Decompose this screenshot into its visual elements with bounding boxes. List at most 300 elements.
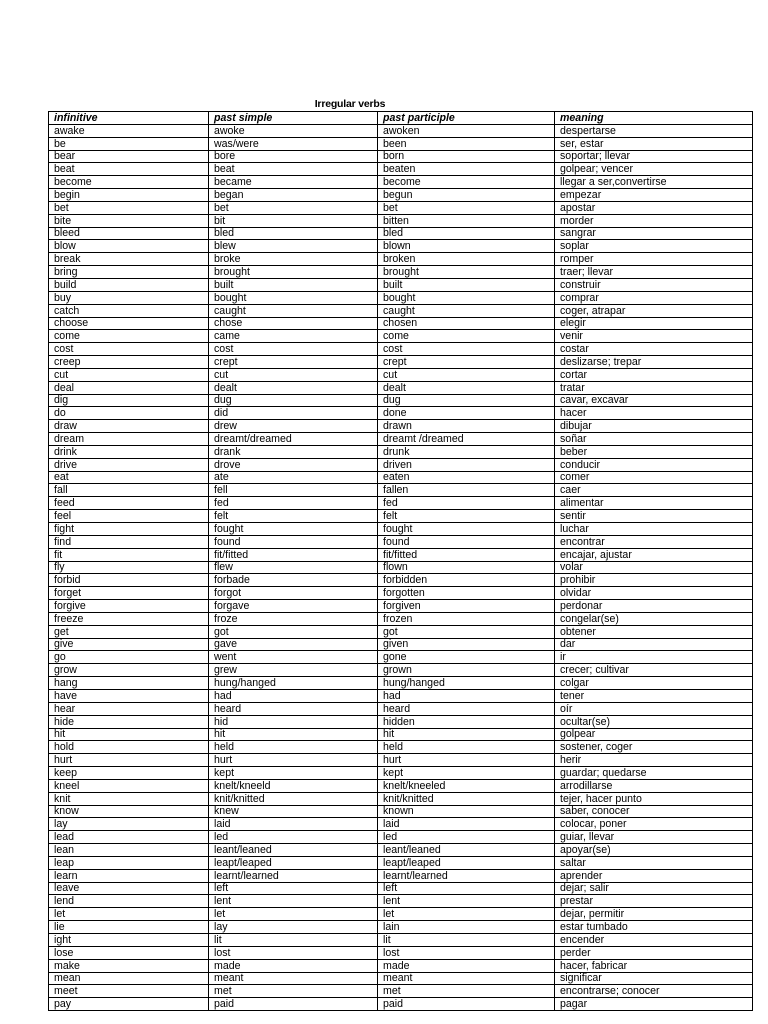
table-row [49, 895, 753, 908]
meaning-cell: prohibir [555, 574, 753, 587]
past-simple-cell: ate [209, 471, 378, 484]
table-row [49, 908, 753, 921]
past-participle-cell: fed [378, 497, 555, 510]
past-simple-cell: knit/knitted [209, 792, 378, 805]
past-simple-cell: led [209, 831, 378, 844]
meaning-cell: sostener, coger [555, 741, 753, 754]
infinitive-cell: cut [49, 368, 209, 381]
table-row [49, 317, 753, 330]
past-simple-cell: kept [209, 767, 378, 780]
table-row [49, 523, 753, 536]
past-participle-cell: forgotten [378, 587, 555, 600]
infinitive-cell: learn [49, 869, 209, 882]
table-row [49, 946, 753, 959]
table-row [49, 214, 753, 227]
past-participle-cell: dreamt /dreamed [378, 433, 555, 446]
meaning-cell: apoyar(se) [555, 844, 753, 857]
past-participle-cell: paid [378, 998, 555, 1011]
past-simple-cell: bled [209, 227, 378, 240]
meaning-cell: obtener [555, 625, 753, 638]
infinitive-cell: deal [49, 381, 209, 394]
table-row [49, 458, 753, 471]
past-participle-cell: crept [378, 356, 555, 369]
meaning-cell: comprar [555, 291, 753, 304]
infinitive-cell: bleed [49, 227, 209, 240]
past-participle-cell: dug [378, 394, 555, 407]
infinitive-cell: hit [49, 728, 209, 741]
infinitive-cell: hang [49, 677, 209, 690]
past-simple-cell: bought [209, 291, 378, 304]
meaning-cell: elegir [555, 317, 753, 330]
meaning-cell: hacer [555, 407, 753, 420]
infinitive-cell: come [49, 330, 209, 343]
table-row [49, 240, 753, 253]
past-participle-cell: grown [378, 664, 555, 677]
table-row [49, 754, 753, 767]
infinitive-cell: hide [49, 715, 209, 728]
meaning-cell: perdonar [555, 600, 753, 613]
past-simple-cell: cut [209, 368, 378, 381]
past-participle-cell: forbidden [378, 574, 555, 587]
past-simple-cell: got [209, 625, 378, 638]
past-simple-cell: broke [209, 253, 378, 266]
infinitive-cell: leave [49, 882, 209, 895]
meaning-cell: encontrar [555, 535, 753, 548]
table-row [49, 574, 753, 587]
meaning-cell: luchar [555, 523, 753, 536]
infinitive-cell: eat [49, 471, 209, 484]
table-row [49, 227, 753, 240]
table-row [49, 869, 753, 882]
table-row [49, 959, 753, 972]
table-row [49, 330, 753, 343]
table-row [49, 985, 753, 998]
meaning-cell: guiar, llevar [555, 831, 753, 844]
past-participle-cell: given [378, 638, 555, 651]
table-row [49, 497, 753, 510]
meaning-cell: caer [555, 484, 753, 497]
meaning-cell: construir [555, 278, 753, 291]
past-simple-cell: left [209, 882, 378, 895]
past-participle-cell: hit [378, 728, 555, 741]
past-participle-cell: held [378, 741, 555, 754]
past-participle-cell: awoken [378, 124, 555, 137]
past-simple-cell: bit [209, 214, 378, 227]
past-simple-cell: hid [209, 715, 378, 728]
past-participle-cell: done [378, 407, 555, 420]
meaning-cell: colgar [555, 677, 753, 690]
past-participle-cell: lent [378, 895, 555, 908]
past-simple-cell: bore [209, 150, 378, 163]
infinitive-cell: fly [49, 561, 209, 574]
table-row [49, 651, 753, 664]
past-simple-cell: forbade [209, 574, 378, 587]
past-simple-cell: drank [209, 445, 378, 458]
infinitive-cell: fit [49, 548, 209, 561]
infinitive-cell: beat [49, 163, 209, 176]
table-row [49, 677, 753, 690]
meaning-cell: empezar [555, 189, 753, 202]
table-row [49, 715, 753, 728]
meaning-cell: dejar, permitir [555, 908, 753, 921]
past-simple-cell: forgave [209, 600, 378, 613]
past-simple-cell: found [209, 535, 378, 548]
past-simple-cell: lit [209, 934, 378, 947]
past-participle-cell: bitten [378, 214, 555, 227]
meaning-cell: soportar; llevar [555, 150, 753, 163]
table-row [49, 998, 753, 1011]
table-row [49, 856, 753, 869]
infinitive-cell: hurt [49, 754, 209, 767]
past-simple-cell: cost [209, 343, 378, 356]
infinitive-cell: become [49, 176, 209, 189]
table-row [49, 201, 753, 214]
table-row [49, 510, 753, 523]
past-participle-cell: led [378, 831, 555, 844]
past-participle-cell: caught [378, 304, 555, 317]
meaning-cell: significar [555, 972, 753, 985]
infinitive-cell: have [49, 689, 209, 702]
table-row [49, 638, 753, 651]
past-simple-cell: learnt/learned [209, 869, 378, 882]
past-participle-cell: been [378, 137, 555, 150]
meaning-cell: apostar [555, 201, 753, 214]
past-simple-cell: fit/fitted [209, 548, 378, 561]
infinitive-cell: bring [49, 266, 209, 279]
infinitive-cell: blow [49, 240, 209, 253]
meaning-cell: encajar, ajustar [555, 548, 753, 561]
infinitive-cell: dream [49, 433, 209, 446]
meaning-cell: herir [555, 754, 753, 767]
past-participle-cell: made [378, 959, 555, 972]
past-participle-cell: meant [378, 972, 555, 985]
meaning-cell: saber, conocer [555, 805, 753, 818]
infinitive-cell: forbid [49, 574, 209, 587]
meaning-cell: oír [555, 702, 753, 715]
infinitive-cell: drive [49, 458, 209, 471]
infinitive-cell: go [49, 651, 209, 664]
infinitive-cell: creep [49, 356, 209, 369]
infinitive-cell: know [49, 805, 209, 818]
past-simple-cell: caught [209, 304, 378, 317]
past-simple-cell: heard [209, 702, 378, 715]
past-participle-cell: drawn [378, 420, 555, 433]
meaning-cell: ocultar(se) [555, 715, 753, 728]
past-participle-cell: let [378, 908, 555, 921]
past-participle-cell: frozen [378, 612, 555, 625]
past-simple-cell: chose [209, 317, 378, 330]
past-simple-cell: paid [209, 998, 378, 1011]
past-simple-cell: blew [209, 240, 378, 253]
table-row [49, 176, 753, 189]
meaning-cell: costar [555, 343, 753, 356]
past-simple-cell: leapt/leaped [209, 856, 378, 869]
table-row [49, 844, 753, 857]
meaning-cell: golpear [555, 728, 753, 741]
past-simple-cell: knelt/kneeld [209, 779, 378, 792]
infinitive-cell: lose [49, 946, 209, 959]
past-simple-cell: met [209, 985, 378, 998]
meaning-cell: deslizarse; trepar [555, 356, 753, 369]
meaning-cell: romper [555, 253, 753, 266]
past-participle-cell: fallen [378, 484, 555, 497]
meaning-cell: dar [555, 638, 753, 651]
past-participle-cell: broken [378, 253, 555, 266]
table-row [49, 304, 753, 317]
past-simple-cell: lay [209, 921, 378, 934]
table-row [49, 150, 753, 163]
meaning-cell: traer; llevar [555, 266, 753, 279]
meaning-cell: tejer, hacer punto [555, 792, 753, 805]
past-participle-cell: built [378, 278, 555, 291]
infinitive-cell: do [49, 407, 209, 420]
table-row [49, 420, 753, 433]
past-participle-cell: known [378, 805, 555, 818]
column-header: past simple [209, 112, 378, 125]
past-simple-cell: came [209, 330, 378, 343]
past-participle-cell: leapt/leaped [378, 856, 555, 869]
meaning-cell: llegar a ser,convertirse [555, 176, 753, 189]
past-simple-cell: laid [209, 818, 378, 831]
table-row [49, 471, 753, 484]
past-simple-cell: dug [209, 394, 378, 407]
meaning-cell: pagar [555, 998, 753, 1011]
column-header: infinitive [49, 112, 209, 125]
past-participle-cell: dealt [378, 381, 555, 394]
past-participle-cell: become [378, 176, 555, 189]
past-simple-cell: fought [209, 523, 378, 536]
infinitive-cell: knit [49, 792, 209, 805]
infinitive-cell: lean [49, 844, 209, 857]
infinitive-cell: get [49, 625, 209, 638]
table-row [49, 433, 753, 446]
infinitive-cell: choose [49, 317, 209, 330]
meaning-cell: congelar(se) [555, 612, 753, 625]
past-simple-cell: let [209, 908, 378, 921]
past-participle-cell: met [378, 985, 555, 998]
past-participle-cell: lit [378, 934, 555, 947]
past-participle-cell: lain [378, 921, 555, 934]
past-participle-cell: hidden [378, 715, 555, 728]
infinitive-cell: lend [49, 895, 209, 908]
table-row [49, 612, 753, 625]
past-participle-cell: begun [378, 189, 555, 202]
infinitive-cell: fight [49, 523, 209, 536]
table-row [49, 407, 753, 420]
past-simple-cell: felt [209, 510, 378, 523]
meaning-cell: beber [555, 445, 753, 458]
infinitive-cell: pay [49, 998, 209, 1011]
table-row [49, 767, 753, 780]
past-participle-cell: beaten [378, 163, 555, 176]
table-row [49, 921, 753, 934]
past-simple-cell: fed [209, 497, 378, 510]
past-simple-cell: held [209, 741, 378, 754]
infinitive-cell: make [49, 959, 209, 972]
meaning-cell: saltar [555, 856, 753, 869]
infinitive-cell: drink [49, 445, 209, 458]
past-participle-cell: blown [378, 240, 555, 253]
past-simple-cell: hit [209, 728, 378, 741]
infinitive-cell: feed [49, 497, 209, 510]
past-simple-cell: dealt [209, 381, 378, 394]
meaning-cell: cavar, excavar [555, 394, 753, 407]
past-participle-cell: eaten [378, 471, 555, 484]
table-row [49, 356, 753, 369]
table-row [49, 484, 753, 497]
meaning-cell: conducir [555, 458, 753, 471]
table-row [49, 689, 753, 702]
infinitive-cell: forgive [49, 600, 209, 613]
past-simple-cell: fell [209, 484, 378, 497]
table-row [49, 805, 753, 818]
table-row [49, 548, 753, 561]
infinitive-cell: hear [49, 702, 209, 715]
table-row [49, 600, 753, 613]
past-participle-cell: fought [378, 523, 555, 536]
meaning-cell: prestar [555, 895, 753, 908]
infinitive-cell: fall [49, 484, 209, 497]
infinitive-cell: lead [49, 831, 209, 844]
meaning-cell: morder [555, 214, 753, 227]
table-row [49, 934, 753, 947]
infinitive-cell: leap [49, 856, 209, 869]
past-participle-cell: lost [378, 946, 555, 959]
meaning-cell: perder [555, 946, 753, 959]
table-row [49, 972, 753, 985]
past-simple-cell: was/were [209, 137, 378, 150]
meaning-cell: olvidar [555, 587, 753, 600]
table-row [49, 278, 753, 291]
past-simple-cell: drove [209, 458, 378, 471]
infinitive-cell: lie [49, 921, 209, 934]
meaning-cell: ir [555, 651, 753, 664]
past-participle-cell: found [378, 535, 555, 548]
past-participle-cell: kept [378, 767, 555, 780]
meaning-cell: encender [555, 934, 753, 947]
past-participle-cell: got [378, 625, 555, 638]
table-row [49, 291, 753, 304]
meaning-cell: alimentar [555, 497, 753, 510]
infinitive-cell: break [49, 253, 209, 266]
document-title: Irregular verbs [314, 98, 386, 110]
infinitive-cell: find [49, 535, 209, 548]
meaning-cell: hacer, fabricar [555, 959, 753, 972]
past-participle-cell: left [378, 882, 555, 895]
infinitive-cell: kneel [49, 779, 209, 792]
meaning-cell: coger, atrapar [555, 304, 753, 317]
past-participle-cell: learnt/learned [378, 869, 555, 882]
past-participle-cell: laid [378, 818, 555, 831]
table-row [49, 664, 753, 677]
infinitive-cell: bite [49, 214, 209, 227]
past-participle-cell: knit/knitted [378, 792, 555, 805]
infinitive-cell: hold [49, 741, 209, 754]
table-row [49, 728, 753, 741]
column-header: past participle [378, 112, 555, 125]
past-participle-cell: drunk [378, 445, 555, 458]
infinitive-cell: grow [49, 664, 209, 677]
past-participle-cell: bled [378, 227, 555, 240]
table-row [49, 163, 753, 176]
meaning-cell: crecer; cultivar [555, 664, 753, 677]
past-simple-cell: dreamt/dreamed [209, 433, 378, 446]
meaning-cell: despertarse [555, 124, 753, 137]
table-row [49, 381, 753, 394]
infinitive-cell: catch [49, 304, 209, 317]
meaning-cell: golpear; vencer [555, 163, 753, 176]
meaning-cell: soplar [555, 240, 753, 253]
table-row [49, 702, 753, 715]
past-simple-cell: had [209, 689, 378, 702]
past-participle-cell: gone [378, 651, 555, 664]
infinitive-cell: buy [49, 291, 209, 304]
table-row [49, 625, 753, 638]
past-participle-cell: heard [378, 702, 555, 715]
irregular-verbs-table [48, 111, 753, 1011]
table-row [49, 343, 753, 356]
infinitive-cell: be [49, 137, 209, 150]
past-simple-cell: grew [209, 664, 378, 677]
meaning-cell: venir [555, 330, 753, 343]
infinitive-cell: bear [49, 150, 209, 163]
infinitive-cell: feel [49, 510, 209, 523]
table-row [49, 189, 753, 202]
infinitive-cell: mean [49, 972, 209, 985]
meaning-cell: sentir [555, 510, 753, 523]
table-row [49, 831, 753, 844]
table-row [49, 741, 753, 754]
infinitive-cell: draw [49, 420, 209, 433]
past-simple-cell: hung/hanged [209, 677, 378, 690]
past-participle-cell: driven [378, 458, 555, 471]
past-simple-cell: lost [209, 946, 378, 959]
past-participle-cell: come [378, 330, 555, 343]
table-row [49, 368, 753, 381]
infinitive-cell: begin [49, 189, 209, 202]
meaning-cell: sangrar [555, 227, 753, 240]
infinitive-cell: lay [49, 818, 209, 831]
past-participle-cell: hurt [378, 754, 555, 767]
meaning-cell: guardar; quedarse [555, 767, 753, 780]
table-row [49, 779, 753, 792]
past-participle-cell: chosen [378, 317, 555, 330]
meaning-cell: estar tumbado [555, 921, 753, 934]
table-row [49, 792, 753, 805]
infinitive-cell: awake [49, 124, 209, 137]
meaning-cell: colocar, poner [555, 818, 753, 831]
table-row [49, 266, 753, 279]
infinitive-cell: keep [49, 767, 209, 780]
past-participle-cell: brought [378, 266, 555, 279]
table-row [49, 535, 753, 548]
past-simple-cell: awoke [209, 124, 378, 137]
past-participle-cell: bought [378, 291, 555, 304]
past-participle-cell: hung/hanged [378, 677, 555, 690]
past-simple-cell: gave [209, 638, 378, 651]
infinitive-cell: dig [49, 394, 209, 407]
past-participle-cell: cut [378, 368, 555, 381]
past-simple-cell: bet [209, 201, 378, 214]
table-row [49, 137, 753, 150]
past-participle-cell: cost [378, 343, 555, 356]
meaning-cell: soñar [555, 433, 753, 446]
column-header: meaning [555, 112, 753, 125]
past-simple-cell: went [209, 651, 378, 664]
past-participle-cell: flown [378, 561, 555, 574]
past-simple-cell: flew [209, 561, 378, 574]
meaning-cell: tener [555, 689, 753, 702]
